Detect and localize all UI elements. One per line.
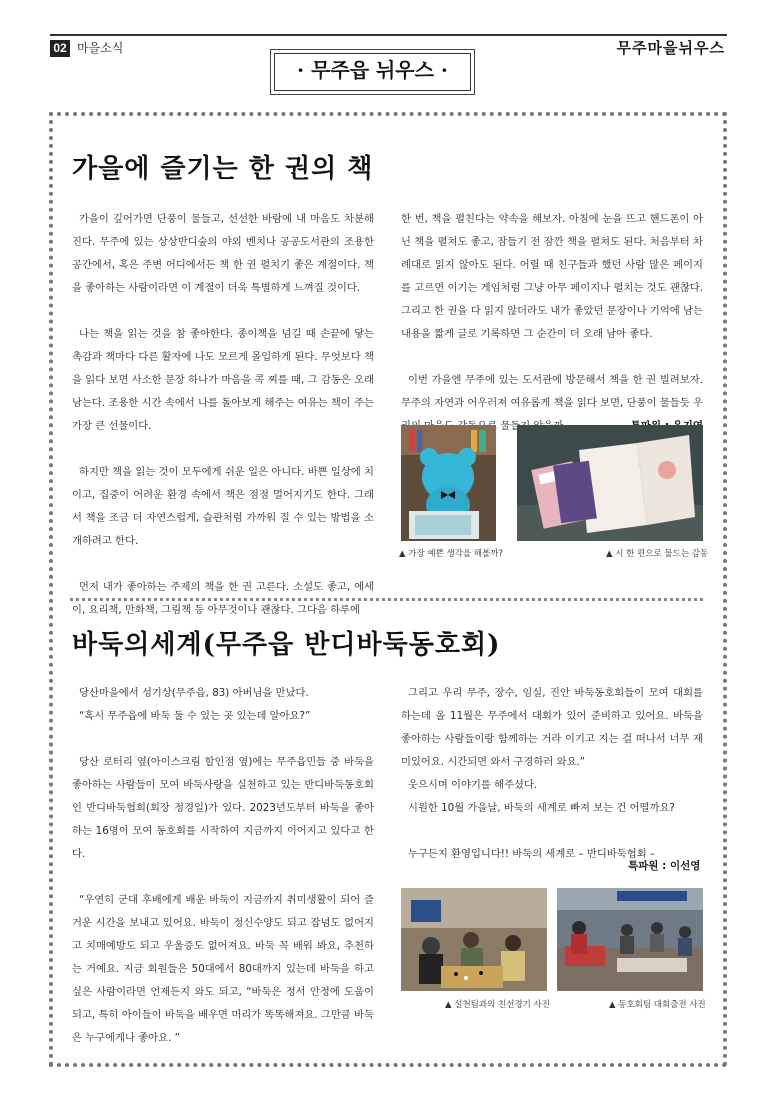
banner-title: · 무주읍 뉘우스 · (274, 53, 471, 91)
tournament-image (557, 888, 703, 991)
open-book-image (517, 425, 703, 541)
paragraph: 가을이 깊어가면 단풍이 물들고, 선선한 바람에 내 마음도 차분해진다. 무주에 있는 상상반디숲의 야외 벤치나 공공도서관의 조용한 공간에서, 혹은 주변 어디에서든 책 한 권 펼치기 좋은 계절이다. 책을 좋아하는 사람이라면 이 계절이 더욱 특별하게 느껴질 것이다. (72, 213, 374, 294)
header-rule (50, 34, 727, 36)
photo-caption: ▲ 설천팀과의 친선경기 사진 (445, 1000, 550, 1010)
photo-tournament (557, 888, 703, 991)
section-label: 마을소식 (77, 41, 124, 55)
paragraph: 한 번, 책을 펼친다는 약속을 해보자. 아침에 눈을 뜨고 핸드폰이 아닌 책을 펼쳐도 좋고, 잠들기 전 잠깐 책을 펼쳐도 된다. 처음부터 차례대로 읽지 않아도 된다. 어릴 때 친구들과 했던 사람 많은 페이지를 고르면 이기는 게임처럼 그냥 아무 페이지나 펼치는 것도 괜찮다. 그리고 한 권을 다 읽지 않더라도 내가 좋았던 문장이나 기억에 남는 내용을 짧게 글로 기록하면 그 순간이 더 오래 남아 좋다. (401, 213, 703, 340)
paragraph: 먼저 내가 좋아하는 주제의 책을 한 권 고른다. 소설도 좋고, 에세이, 요리책, 만화책, 그림책 등 아무것이나 괜찮다. 그다음 하루에 (72, 581, 374, 616)
teddy-bear-image (401, 425, 496, 541)
frame-top (49, 112, 727, 116)
paragraph: “우연히 군대 후배에게 배운 바둑이 지금까지 취미생활이 되어 즐거운 시간을 보내고 있어요. 바둑이 정신수양도 되고 잡념도 없어지고 치매예방도 되고 우울증도 없어져요. 바둑 꼭 배워 봐요, 추천하는 거예요. 지금 회원들은 50대에서 80대까지 있는데 바둑을 하고 싶은 사람이라면 언제든지 와도 되고, “바둑은 정서 안정에 도움이 되고, 특히 아이들이 바둑을 배우면 머리가 똑똑해져요. 그만큼 바둑은 누구에게나 좋아요. ” (72, 894, 374, 1044)
article2-left-column (72, 682, 374, 1050)
paragraph-text: 이번 가을엔 무주에 있는 도서관에 방문해서 책을 한 권 빌려보자. 무주의 자연과 어우러져 여유롭게 책을 읽다 보면, 단풍이 물들듯 우 물들지 (401, 374, 703, 432)
paragraph: “혹시 무주읍에 바둑 둘 수 있는 곳 있는데 알아요?” (79, 710, 311, 722)
section-divider (70, 598, 703, 601)
brand-logo: 무주마을뉘우스 (616, 39, 725, 57)
paragraph: 하지만 책을 읽는 것이 모두에게 쉬운 일은 아니다. 바쁜 일상에 치이고, 집중이 어려운 환경 속에서 책은 점점 멀어지기도 한다. 그래서 책을 조금 더 자연스럽게, 습관처럼 가까워 질 수 있는 방법을 소개하려고 한다. (72, 466, 374, 547)
article1-right-column (401, 208, 703, 438)
paragraph: 시원한 10월 가을날, 바둑의 세계로 빠져 보는 건 어떨까요? (408, 802, 675, 814)
article2-title: 바둑의세계(무주읍 반디바둑동호회) (72, 630, 501, 660)
photo-friendly-match (401, 888, 547, 991)
frame-bottom (49, 1063, 727, 1067)
paragraph: 누구든지 환영입니다!! 바둑의 세계로 – 반디바둑협회 – (408, 848, 656, 860)
article2-right-column (401, 682, 703, 866)
paragraph: 당산마을에서 성기상(무주읍, 83) 아버님을 만났다. (79, 687, 309, 699)
photo-caption: ▲ 가장 예쁜 생각을 해볼까? (399, 549, 503, 559)
paragraph: 웃으시며 이야기를 해주셨다. (408, 779, 538, 791)
paragraph: 나는 책을 읽는 것을 참 좋아한다. 종이책을 넘길 때 손끝에 닿는 촉감과 책마다 다른 활자에 나도 모르게 몰입하게 된다. 무엇보다 책을 읽다 보면 사소한 문장 하나가 마음을 콕 찌를 때, 그 감동은 오래 남는다. 조용한 시간 속에서 나를 돌아보게 해주는 여유는 책이 주는 가장 큰 선물이다. (72, 328, 374, 432)
page-number: 02 (50, 40, 70, 57)
byline: 특파원 : 이선영 (628, 860, 701, 872)
photo-open-book (517, 425, 703, 541)
photo-teddy-bear (401, 425, 496, 541)
article1-title: 가을에 즐기는 한 권의 책 (72, 154, 374, 184)
paragraph: 당산 로터리 옆(아이스크림 할인점 옆)에는 무주읍민들 중 바둑을 좋아하는 사람들이 모여 바둑사랑을 실천하고 있는 반디바둑동호회인 반디바둑협회(회장 정경일)가 있다. 2023년도부터 바둑을 좋아하는 16명이 모여 동호회를 시작하여 지금까지 이어지고 있다고 한다. (72, 756, 374, 860)
article1-left-column (72, 208, 374, 622)
photo-caption: ▲ 시 한 편으로 물드는 감동 (606, 549, 709, 559)
paragraph: 그리고 우리 무주, 장수, 임실, 진안 바둑동호회들이 모여 대회를 하는데 올 11월은 무주에서 대회가 있어 준비하고 있어요. 바둑을 좋아하는 사람들이랑 함께하는 거라 이기고 지는 걸 떠나서 너무 재미있어요. 시간되면 와서 구경하러 와요.” (401, 687, 703, 768)
friendly-match-image (401, 888, 547, 991)
photo-caption: ▲ 동호회팀 대회출전 사진 (609, 1000, 706, 1010)
